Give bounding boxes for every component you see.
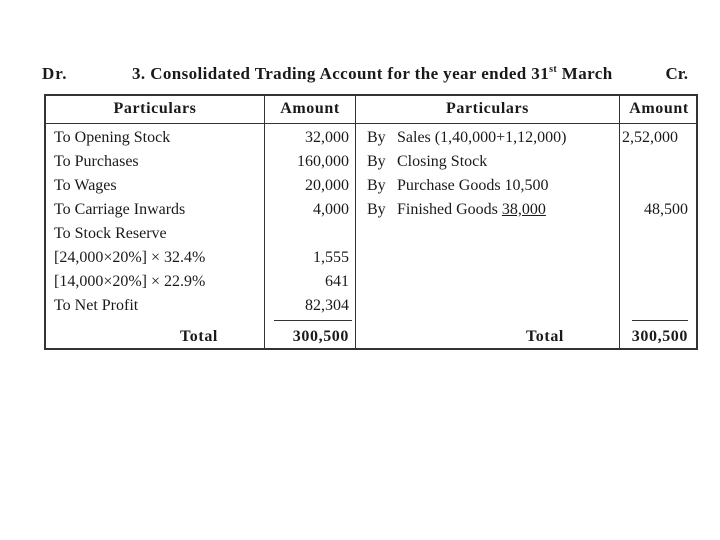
left-row-particular: [24,000×20%] × 32.4% (54, 249, 206, 266)
right-total-label: Total (526, 328, 564, 345)
amount-left-header: Amount (280, 100, 340, 117)
right-total-amount: 300,500 (631, 328, 688, 345)
left-row-amount: 641 (325, 273, 349, 290)
left-total-label: Total (180, 328, 218, 345)
header-divider (46, 123, 696, 124)
right-row-particular (397, 200, 546, 220)
left-row-amount: 82,304 (305, 297, 349, 314)
right-row-particular: Purchase Goods 10,500 (397, 177, 549, 194)
left-row-particular: To Carriage Inwards (54, 201, 186, 218)
left-row-particular: [14,000×20%] × 22.9% (54, 273, 206, 290)
right-row-prefix: By (367, 153, 386, 170)
right-row-prefix: By (367, 177, 386, 194)
account-title-sup: st (549, 64, 558, 75)
column-divider (619, 96, 620, 348)
account-title-text: 3. Consolidated Trading Account for the year ended 31 (132, 64, 550, 83)
right-row-particular: Closing Stock (397, 153, 488, 170)
right-row-particular-text: Finished Goods (397, 201, 502, 218)
left-row-particular: To Wages (54, 177, 117, 194)
left-row-amount: 160,000 (297, 153, 349, 170)
right-row-amount: 48,500 (644, 201, 688, 218)
right-row-particular: Sales (1,40,000+1,12,000) (397, 129, 567, 146)
left-row-particular: To Net Profit (54, 297, 139, 314)
account-header (40, 64, 694, 86)
column-divider (355, 96, 356, 348)
subtotal-rule (274, 320, 352, 321)
subtotal-rule (632, 320, 688, 321)
left-total-amount: 300,500 (292, 328, 349, 345)
left-row-particular: To Opening Stock (54, 129, 171, 146)
particulars-left-header: Particulars (113, 100, 197, 117)
right-row-prefix: By (367, 201, 386, 218)
particulars-right-header: Particulars (445, 100, 530, 117)
left-row-particular: To Stock Reserve (54, 225, 167, 242)
left-row-amount: 1,555 (313, 249, 349, 266)
trading-account-table (44, 94, 698, 350)
left-row-particular: To Purchases (54, 153, 139, 170)
right-row-prefix: By (367, 129, 386, 146)
account-title (132, 64, 613, 84)
amount-right-header: Amount (629, 100, 689, 117)
account-title-end: March (557, 64, 613, 83)
right-row-amount: 2,52,000 (622, 129, 678, 146)
left-row-amount: 20,000 (305, 177, 349, 194)
credit-label: Cr. (665, 64, 688, 83)
right-row-particular-underlined: 38,000 (501, 201, 546, 218)
debit-label: Dr. (42, 64, 68, 83)
left-row-amount: 4,000 (313, 201, 349, 218)
left-row-amount: 32,000 (305, 129, 349, 146)
